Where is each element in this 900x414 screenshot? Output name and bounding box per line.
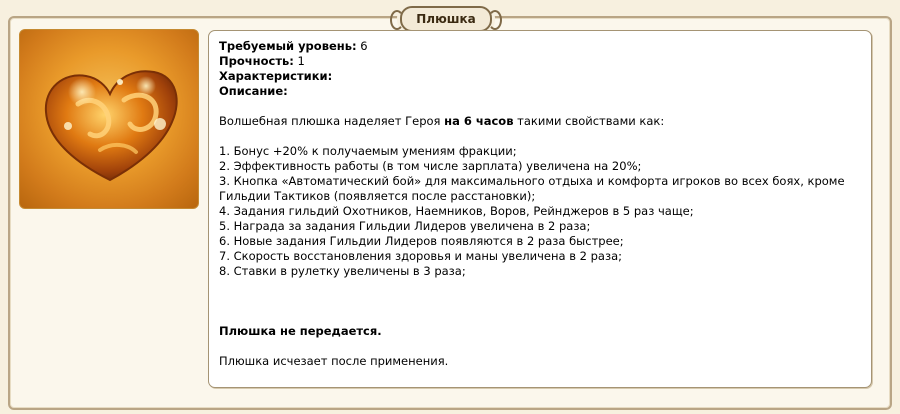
effect-item: 4. Задания гильдий Охотников, Наемников, Воров, Рейнджеров в 5 раз чаще;: [219, 204, 694, 218]
disappears-note: Плюшка исчезает после применения.: [219, 354, 449, 368]
stats-label: Характеристики:: [219, 69, 333, 83]
effect-item: 5. Награда за задания Гильдии Лидеров увеличена в 2 раза;: [219, 219, 591, 233]
item-info-box: [208, 30, 872, 388]
right-ornament-icon: [488, 10, 502, 30]
item-description: [219, 39, 859, 369]
effect-item: 7. Скорость восстановления здоровья и маны увеличена в 2 раза;: [219, 249, 622, 263]
durability-row: [219, 54, 859, 69]
effect-item: 2. Эффективность работы (в том числе зарплата) увеличена на 20%;: [219, 159, 642, 173]
intro-text: [219, 114, 859, 129]
effect-item: 6. Новые задания Гильдии Лидеров появляются в 2 раза быстрее;: [219, 234, 624, 248]
window-title-plate: [400, 6, 492, 32]
level-value: 6: [360, 39, 368, 53]
durability-label: Прочность:: [219, 54, 294, 68]
intro-suffix: такими свойствами как:: [513, 114, 665, 128]
durability-value: 1: [297, 54, 305, 68]
left-ornament-icon: [390, 10, 404, 30]
level-label: Требуемый уровень:: [219, 39, 357, 53]
effect-item: 1. Бонус +20% к получаемым умениям фракции;: [219, 144, 517, 158]
heart-bun-icon: [20, 30, 198, 208]
intro-duration: на 6 часов: [444, 114, 514, 128]
item-image: [19, 29, 199, 209]
window-title: Плюшка: [416, 12, 476, 26]
intro-prefix: Волшебная плюшка наделяет Героя: [219, 114, 445, 128]
description-label: Описание:: [219, 84, 288, 98]
not-transferable-note: Плюшка не передается.: [219, 324, 382, 338]
level-row: [219, 39, 859, 54]
effect-item: 3. Кнопка «Автоматический бой» для максимального отдыха и комфорта игроков во всех боях, кроме Гильдии Тактиков (появляется после расстановки);: [219, 174, 845, 203]
effect-item: 8. Ставки в рулетку увеличены в 3 раза;: [219, 264, 466, 278]
